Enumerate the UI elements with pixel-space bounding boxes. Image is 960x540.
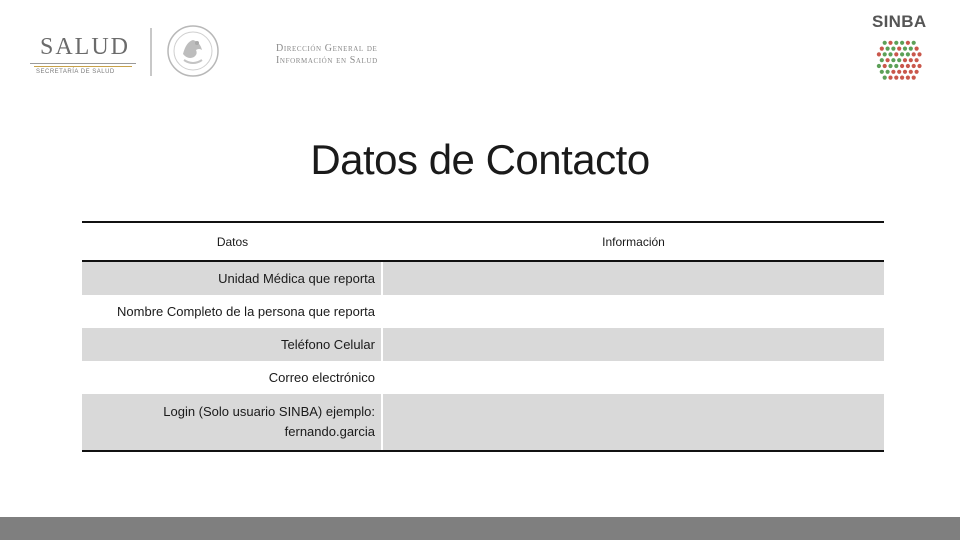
table-header-row: [82, 223, 884, 262]
row-label-login-line1: Login (Solo usuario SINBA) ejemplo:: [163, 404, 375, 419]
column-header-informacion: Información: [602, 234, 665, 249]
footer-bar: [0, 517, 960, 540]
table-row: [82, 262, 884, 295]
dgis-line1: Dirección General de: [276, 43, 378, 54]
row-label-login: [82, 394, 383, 450]
dgis-line2: Información en Salud: [276, 55, 378, 66]
row-label-unidad-medica: Unidad Médica que reporta: [82, 262, 383, 295]
row-value-unidad-medica[interactable]: [383, 262, 884, 295]
salud-rule-accent: [34, 66, 132, 67]
table-row: [82, 328, 884, 361]
salud-logo: [30, 34, 140, 80]
row-label-nombre-completo: Nombre Completo de la persona que reporta: [82, 295, 383, 328]
salud-wordmark: SALUD: [40, 34, 131, 60]
row-value-login[interactable]: [383, 394, 884, 450]
table-row: [82, 361, 884, 394]
table-row: [82, 394, 884, 450]
row-value-nombre-completo[interactable]: [383, 295, 884, 328]
row-value-correo[interactable]: [383, 361, 884, 394]
coat-of-arms-seal-icon: [166, 24, 220, 78]
sinba-logo-text: SINBA: [872, 12, 927, 31]
row-label-correo: Correo electrónico: [82, 361, 383, 394]
row-label-telefono: Teléfono Celular: [82, 328, 383, 361]
row-value-telefono[interactable]: [383, 328, 884, 361]
salud-rule: [30, 63, 136, 64]
row-label-login-line2: fernando.garcia: [284, 424, 375, 439]
dgis-logo-text: [276, 43, 378, 67]
page-title: Datos de Contacto: [310, 136, 650, 183]
salud-subtitle: SECRETARÍA DE SALUD: [36, 69, 115, 75]
sinba-globe-icon: [872, 33, 926, 87]
table-row: [82, 295, 884, 328]
column-header-datos: Datos: [216, 234, 249, 249]
logo-divider: [150, 28, 152, 76]
contact-data-table: [82, 221, 884, 452]
